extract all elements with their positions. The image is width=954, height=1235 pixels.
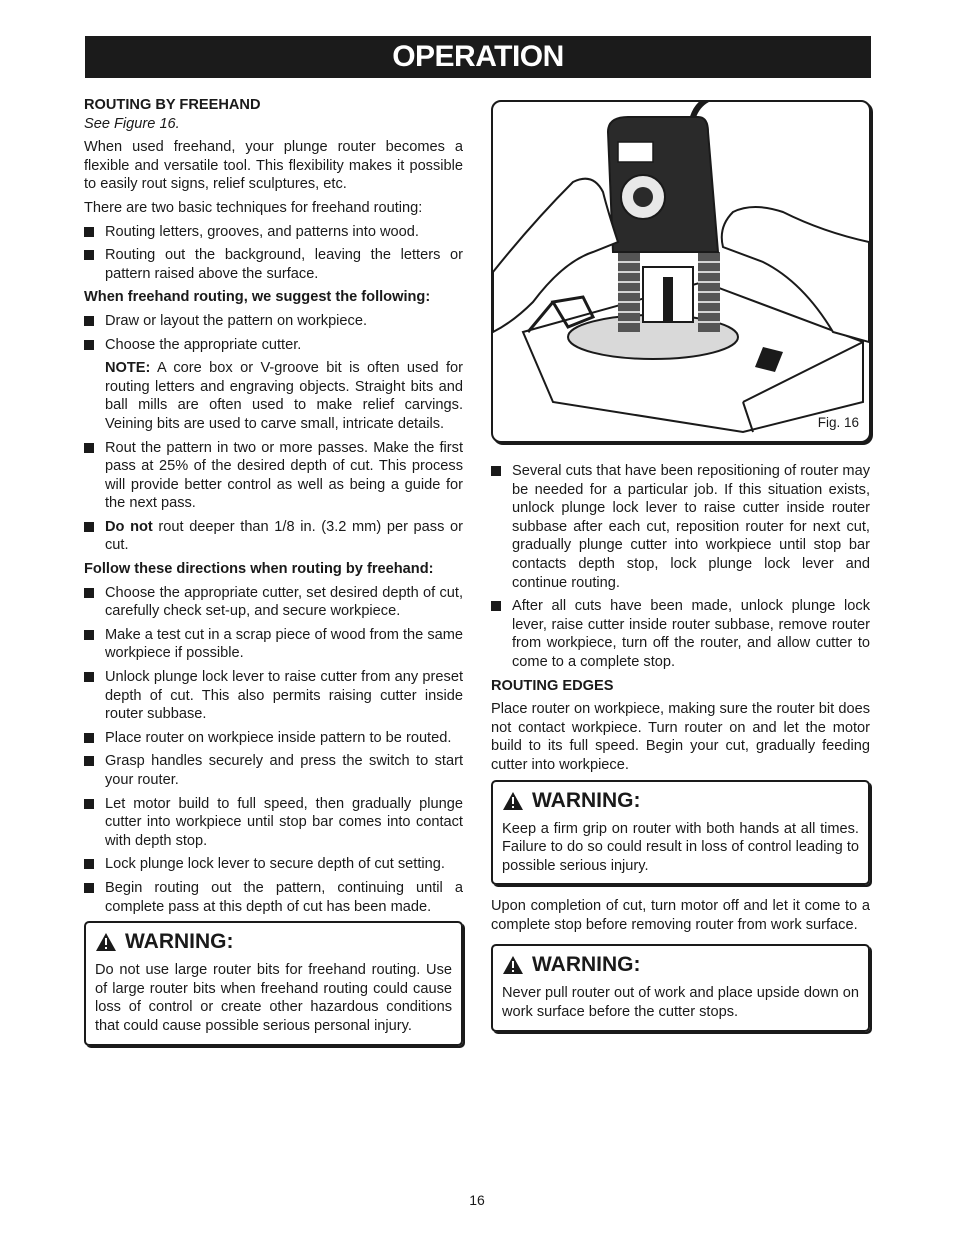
warning-title: WARNING: [532,788,641,812]
edges-paragraph: Place router on workpiece, making sure the router bit does not contact workpiece. Turn router on and let the motor build to its full speed. Begin your cut, gradually feeding cutter into workpiece. [491,701,870,773]
note-block [84,359,463,433]
list-item-text: rout deeper than 1/8 in. (3.2 mm) per pass or cut. [105,518,463,554]
list-item [84,439,463,513]
list-item [84,729,463,748]
list-item-text: Several cuts that have been repositioning of router may be needed for a particular job. If this situation exists, unlock plunge lock lever to raise cutter inside router subbase after each cut, reposition router for next cut, gradually plunge cutter into workpiece until stop bar contacts depth stop, lock plunge lock lever and continue routing. [512,463,870,591]
list-item-text: Let motor build to full speed, then gradually plunge cutter into workpiece until stop bar comes into contact with depth stop. [105,795,463,849]
reposition-list [491,462,870,672]
list-item [84,584,463,621]
pass-list [84,439,463,556]
bullet-icon [84,522,94,532]
warning-text: Never pull router out of work and place upside down on work surface before the cutter stops. [502,985,859,1021]
list-item-text: Lock plunge lock lever to secure depth of cut setting. [105,856,445,873]
follow-heading: Follow these directions when routing by freehand: [84,561,434,578]
bullet-icon [84,250,94,260]
list-item [84,795,463,851]
list-item-text: Make a test cut in a scrap piece of wood from the same workpiece if possible. [105,626,463,662]
list-item [84,312,463,331]
list-item [84,626,463,663]
bullet-icon [84,316,94,326]
list-item-text: Grasp handles securely and press the switch to start your router. [105,753,463,788]
bullet-icon [84,672,94,682]
list-item [84,336,463,355]
list-item-text: Rout the pattern in two or more passes. Make the first pass at 25% of the desired depth of cut. This process will provide better control as well as being a guide for the next pass. [105,439,463,512]
suggest-list [84,312,463,354]
warning-text: Do not use large router bits for freehand routing. Use of large router bits when freehand routing could cause loss of control or create other hazardous conditions that could cause possible serious personal injury. [95,962,452,1034]
list-item [84,668,463,724]
bullet-icon [84,443,94,453]
list-item-text: After all cuts have been made, unlock plunge lock lever, raise cutter inside router subbase, remove router from workpiece, turn off the router, and allow cutter to come to a complete stop. [512,598,870,670]
warning-header [502,788,859,814]
bullet-icon [84,883,94,893]
bullet-icon [491,601,501,611]
section-title: ROUTING BY FREEHAND [84,97,261,113]
list-item-text: Choose the appropriate cutter, set desired depth of cut, carefully check set-up, and secure workpiece. [105,584,463,620]
list-item [84,223,463,242]
page-number: 16 [469,1192,485,1208]
suggest-heading: When freehand routing, we suggest the following: [84,289,431,306]
do-not-label: Do not [105,518,153,535]
list-item-text: Begin routing out the pattern, continuing until a complete pass at this depth of cut has been made. [105,879,463,915]
completion-paragraph: Upon completion of cut, turn motor off and let it come to a complete stop before removing router from work surface. [491,898,870,933]
list-item-text: Unlock plunge lock lever to raise cutter from any preset depth of cut. This also permits raising cutter inside router subbase. [105,669,463,723]
list-item-text: Routing letters, grooves, and patterns into wood. [105,223,419,240]
figure-label: Fig. 16 [817,415,859,431]
right-column [491,462,870,1032]
note-label: NOTE: [105,360,151,377]
bullet-icon [84,733,94,743]
list-item [84,855,463,874]
bullet-icon [84,859,94,869]
warning-header [95,929,452,955]
left-column [84,96,463,1046]
figure-reference: See Figure 16. [84,115,180,132]
section-title: ROUTING EDGES [491,677,614,694]
bullet-icon [491,466,501,476]
list-item [491,462,870,592]
warning-box [491,780,870,886]
list-item [84,518,463,555]
warning-title: WARNING: [125,930,234,954]
list-item [84,752,463,789]
warning-text: Keep a firm grip on router with both hands at all times. Failure to do so could result in loss of control leading to possible serious injury. [502,820,859,874]
bullet-icon [84,630,94,640]
list-item-text: Routing out the background, leaving the letters or pattern raised above the surface. [105,247,463,282]
note-text: A core box or V-groove bit is often used for routing letters and engraving objects. Straight bits and ball mills are often used to make relief carvings. Veining bits are used to carve small, intricate details. [105,360,463,432]
follow-list [84,584,463,917]
warning-triangle-icon [502,791,524,811]
warning-triangle-icon [95,932,117,952]
router-illustration [493,102,869,441]
figure-16 [491,100,871,443]
bullet-icon [84,756,94,766]
intro-paragraph: When used freehand, your plunge router becomes a flexible and versatile tool. This flexibility makes it possible to easily rout signs, relief sculptures, etc. [84,139,463,193]
warning-box [84,921,463,1045]
list-item-text: Place router on workpiece inside pattern to be routed. [105,729,452,746]
list-item [84,879,463,916]
techniques-intro: There are two basic techniques for freehand routing: [84,199,423,216]
list-item-text: Draw or layout the pattern on workpiece. [105,312,368,329]
list-item [491,597,870,671]
techniques-list [84,223,463,284]
bullet-icon [84,799,94,809]
bullet-icon [84,227,94,237]
bullet-icon [84,588,94,598]
list-item [84,246,463,283]
warning-title: WARNING: [532,953,641,977]
warning-box [491,944,870,1031]
warning-header [502,952,859,978]
bullet-icon [84,340,94,350]
warning-triangle-icon [502,955,524,975]
page-title: OPERATION [85,36,871,78]
list-item-text: Choose the appropriate cutter. [105,336,302,353]
